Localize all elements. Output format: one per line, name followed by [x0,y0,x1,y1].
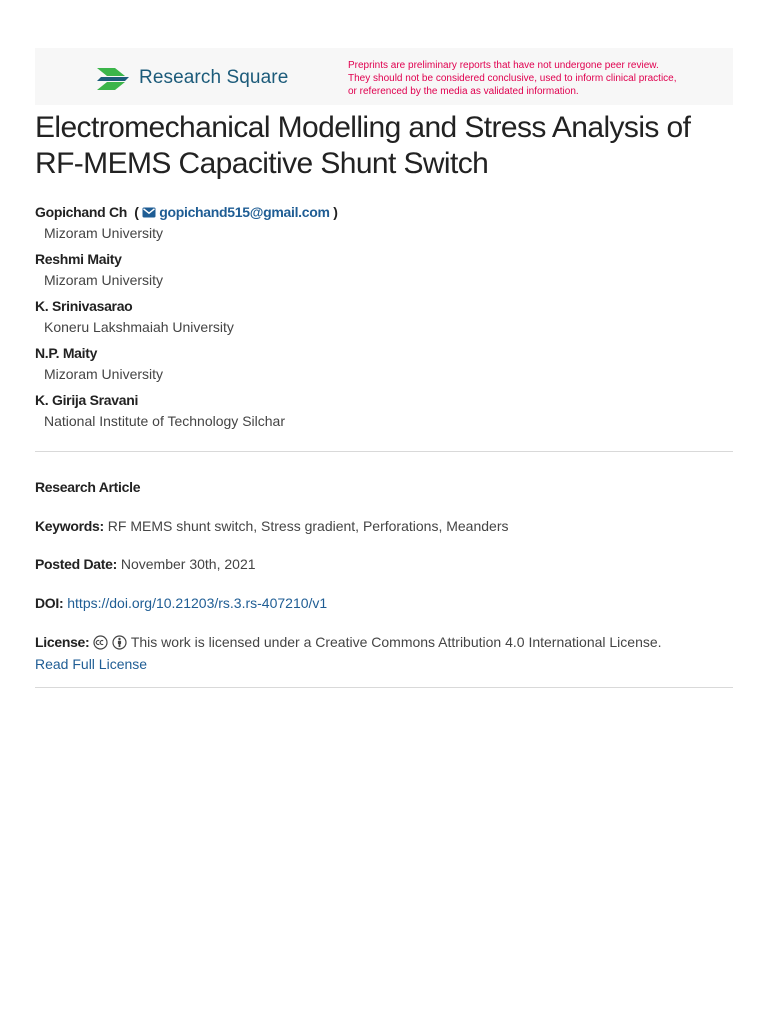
article-type-label: Research Article [35,479,141,495]
preprint-disclaimer [348,59,718,98]
cc-icon [93,635,108,650]
license-text: This work is licensed under a Creative Commons Attribution 4.0 International License. [130,634,662,650]
author-email: gopichand515@gmail.com [159,204,330,220]
doi-link[interactable]: https://doi.org/10.21203/rs.3.rs-407210/v1 [67,595,328,611]
author-name: Gopichand Ch [35,204,128,220]
author-affiliation: National Institute of Technology Silchar [44,413,285,429]
paper-title: Electromechanical Modelling and Stress Analysis of RF-MEMS Capacitive Shunt Switch [35,111,691,180]
preprint-banner [35,48,733,105]
author-name: Reshmi Maity [35,251,122,267]
disclaimer-line: They should not be considered conclusive, used to inform clinical practice, [348,73,677,84]
posted-date-label: Posted Date: [35,556,117,572]
author-entry [35,343,725,385]
article-type [35,476,733,498]
read-full-license-link[interactable]: Read Full License [35,656,148,672]
posted-date-value: November 30th, 2021 [120,556,256,572]
divider [35,451,733,452]
author-entry [35,249,725,291]
license-row [35,631,733,675]
doi-row [35,592,733,614]
research-square-logo[interactable] [95,64,288,92]
disclaimer-line: Preprints are preliminary reports that have not undergone peer review. [348,60,659,71]
author-affiliation: Mizoram University [44,366,164,382]
by-icon [112,635,127,650]
divider [35,687,733,688]
author-affiliation: Mizoram University [44,272,164,288]
author-list [35,202,725,437]
author-email-link[interactable] [142,204,333,220]
email-close-paren: ) [333,204,338,220]
author-name-line [35,202,725,222]
author-entry [35,390,725,432]
author-entry [35,202,725,244]
envelope-icon [142,207,156,218]
author-affiliation: Koneru Lakshmaiah University [44,319,234,335]
license-label: License: [35,634,90,650]
author-name: N.P. Maity [35,345,98,361]
keywords-value: RF MEMS shunt switch, Stress gradient, Perforations, Meanders [107,518,509,534]
author-name: K. Srinivasarao [35,298,133,314]
keywords-label: Keywords: [35,518,104,534]
doi-label: DOI: [35,595,64,611]
keywords-row [35,515,733,537]
email-open-paren: ( [134,204,139,220]
brand-name: Research Square [139,67,289,88]
disclaimer-line: or referenced by the media as validated information. [348,86,579,97]
author-entry [35,296,725,338]
posted-date-row [35,553,733,575]
author-name: K. Girija Sravani [35,392,139,408]
research-square-logo-icon [95,64,131,92]
author-affiliation: Mizoram University [44,225,164,241]
